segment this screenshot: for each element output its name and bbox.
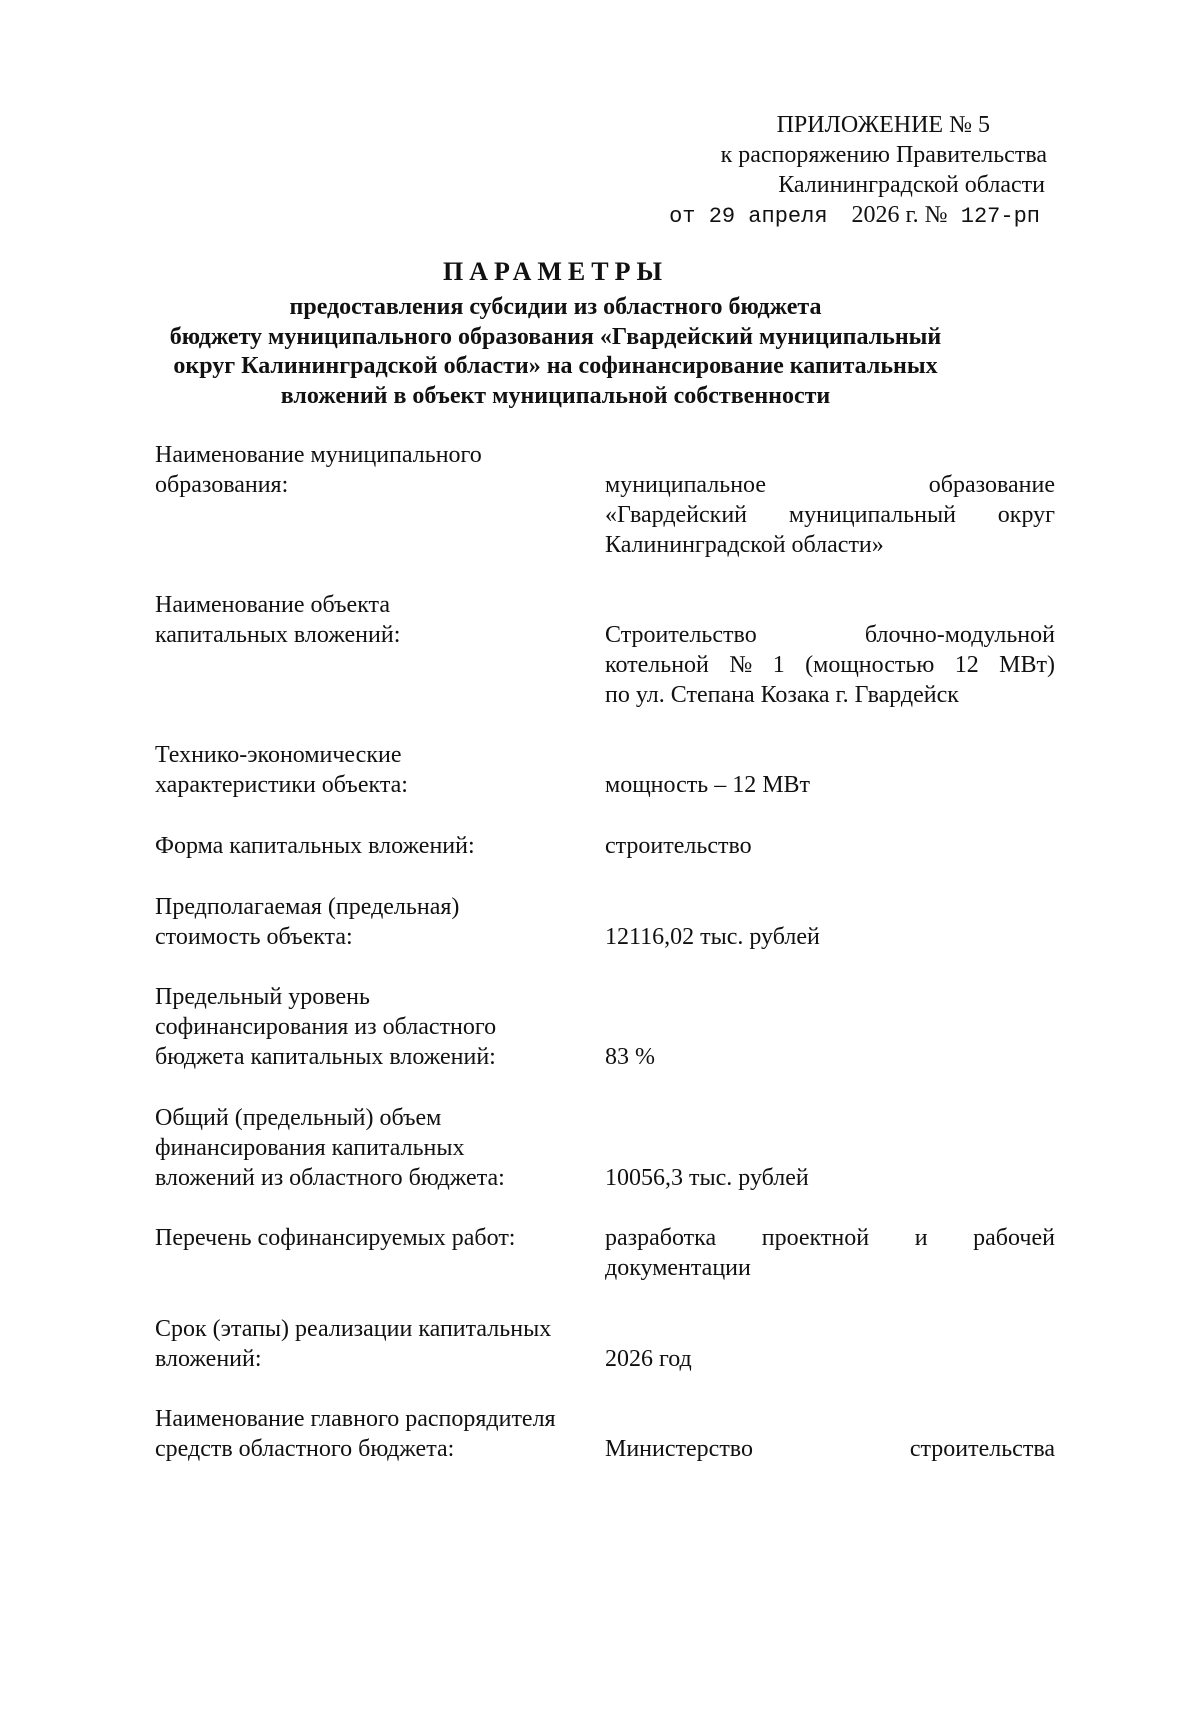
param-value: муниципальное образование «Гвардейский муниципальный округ Калининградской области» <box>605 472 1055 558</box>
param-row-object-name <box>155 590 1055 710</box>
param-label: Перечень софинансируемых работ: <box>155 1225 516 1251</box>
param-row-total-funding <box>155 1103 1055 1193</box>
param-row-cofinancing-level <box>155 982 1055 1072</box>
param-label: Срок (этапы) реализации капитальных вложений: <box>155 1316 552 1372</box>
param-label: Предполагаемая (предельная) стоимость объекта: <box>155 894 460 950</box>
subtitle-line: вложений в объект муниципальной собственности <box>280 382 831 409</box>
param-label: Технико-экономические характеристики объекта: <box>155 742 408 798</box>
order-number: 127-рп <box>960 204 1040 229</box>
param-label: Форма капитальных вложений: <box>155 833 475 859</box>
param-label: Предельный уровень софинансирования из областного бюджета капитальных вложений: <box>155 984 497 1070</box>
param-label: Общий (предельный) объем финансирования капитальных вложений из областного бюджета: <box>155 1105 505 1191</box>
param-value: 12116,02 тыс. рублей <box>605 924 820 950</box>
document-title: ПАРАМЕТРЫ <box>443 257 668 286</box>
subtitle-line: предоставления субсидии из областного бюджета <box>289 294 822 320</box>
param-label: Наименование муниципального образования: <box>155 442 482 498</box>
date-prefix: от <box>669 204 696 229</box>
param-row-investment-form <box>155 831 1055 861</box>
param-row-works-list <box>155 1223 1055 1283</box>
date-day-month: 29 апреля <box>708 204 828 229</box>
appendix-block <box>600 110 1050 232</box>
param-label: Наименование главного распорядителя средств областного бюджета: <box>155 1406 556 1462</box>
param-value: мощность – 12 МВт <box>605 772 811 798</box>
appendix-number: ПРИЛОЖЕНИЕ № 5 <box>776 112 990 138</box>
param-value: разработка проектной и рабочей документации <box>605 1225 1055 1281</box>
param-value: 10056,3 тыс. рублей <box>605 1165 809 1191</box>
param-row-estimated-cost <box>155 892 1055 952</box>
param-row-tech-specs <box>155 740 1055 800</box>
param-value: Министерство строительства <box>605 1436 1055 1462</box>
param-row-timeline <box>155 1314 1055 1374</box>
appendix-date-line <box>600 200 1050 232</box>
param-label: Наименование объекта капитальных вложений: <box>155 592 401 648</box>
param-value: 2026 год <box>605 1346 692 1372</box>
param-row-municipality <box>155 440 1055 560</box>
appendix-to-order: к распоряжению Правительства <box>720 142 1047 168</box>
subtitle-line: бюджету муниципального образования «Гвардейский муниципальный <box>169 323 942 350</box>
subtitle-line: округ Калининградской области» на софинансирование капитальных <box>173 353 938 379</box>
param-value: 83 % <box>605 1044 655 1070</box>
date-year: 2026 г. № <box>851 202 948 228</box>
appendix-region: Калининградской области <box>778 172 1045 198</box>
param-row-chief-administrator <box>155 1404 1055 1464</box>
param-value: Строительство блочно-модульной котельной № 1 (мощностью 12 МВт) по ул. Степана Козака г. Гвардейск <box>605 622 1055 708</box>
param-value: строительство <box>605 833 752 859</box>
document-subtitle <box>150 293 961 411</box>
